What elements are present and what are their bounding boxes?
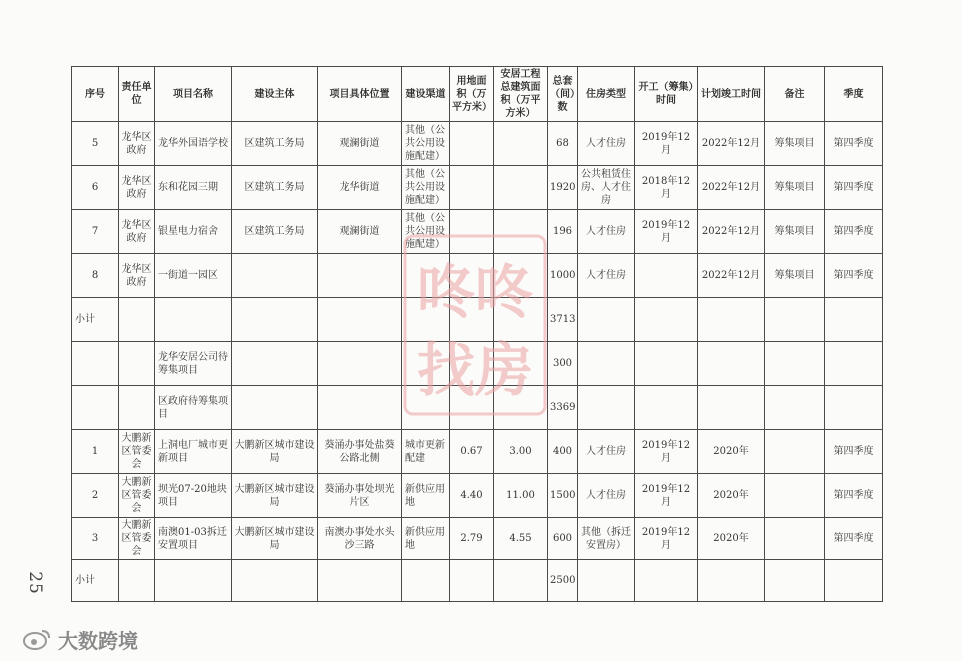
table-cell: 7	[72, 210, 119, 254]
table-cell: 人才住房	[578, 474, 635, 518]
table-cell: 196	[548, 210, 578, 254]
table-cell: 龙华安居公司待筹集项目	[155, 342, 232, 386]
table-cell	[450, 210, 494, 254]
table-header-row	[72, 67, 883, 122]
column-header: 安居工程总建筑面积（万平方米）	[494, 67, 548, 122]
table-cell	[635, 298, 698, 342]
table-cell	[318, 254, 402, 298]
table-cell: 2022年12月	[698, 254, 765, 298]
table-cell: 第四季度	[825, 518, 883, 560]
table-cell: 1500	[548, 474, 578, 518]
table-cell: 城市更新配建	[402, 430, 450, 474]
table-cell	[494, 122, 548, 166]
table-row	[72, 122, 883, 166]
table-cell: 坝光07-20地块项目	[155, 474, 232, 518]
table-cell: 筹集项目	[765, 210, 825, 254]
table-row	[72, 518, 883, 560]
table-cell	[765, 342, 825, 386]
table-row	[72, 210, 883, 254]
table-cell: 大鹏新区管委会	[119, 474, 155, 518]
table-cell: 第四季度	[825, 430, 883, 474]
table-cell: 筹集项目	[765, 166, 825, 210]
table-cell: 其他（公共公用设施配建）	[402, 122, 450, 166]
table-cell: 葵涌办事处坝光片区	[318, 474, 402, 518]
table-cell: 2019年12月	[635, 122, 698, 166]
table-cell: 2020年	[698, 474, 765, 518]
watermark-line2: 找房	[416, 336, 534, 404]
table-cell	[450, 342, 494, 386]
table-cell	[402, 254, 450, 298]
table-cell: 2.79	[450, 518, 494, 560]
table-cell: 东和花园三期	[155, 166, 232, 210]
table-cell: 龙华外国语学校	[155, 122, 232, 166]
table-cell	[494, 560, 548, 602]
table-cell: 人才住房	[578, 430, 635, 474]
table-cell	[698, 560, 765, 602]
column-header: 责任单位	[119, 67, 155, 122]
table-cell: 观澜街道	[318, 210, 402, 254]
table-row	[72, 166, 883, 210]
table-cell	[232, 560, 318, 602]
table-cell	[698, 386, 765, 430]
table-cell	[765, 560, 825, 602]
table-cell: 1920	[548, 166, 578, 210]
table-cell: 上洞电厂城市更新项目	[155, 430, 232, 474]
table-cell	[450, 166, 494, 210]
table-cell: 3.00	[494, 430, 548, 474]
table-cell	[635, 386, 698, 430]
table-cell	[494, 342, 548, 386]
table-cell: 新供应用地	[402, 474, 450, 518]
table-cell: 银星电力宿舍	[155, 210, 232, 254]
table-cell	[765, 430, 825, 474]
table-cell: 2022年12月	[698, 122, 765, 166]
table-cell: 2019年12月	[635, 430, 698, 474]
table-cell: 2500	[548, 560, 578, 602]
table-row	[72, 560, 883, 602]
table-cell	[402, 560, 450, 602]
table-cell: 3	[72, 518, 119, 560]
table-cell	[318, 298, 402, 342]
table-row	[72, 342, 883, 386]
table-cell	[318, 560, 402, 602]
table-cell	[825, 298, 883, 342]
table-cell: 筹集项目	[765, 122, 825, 166]
table-cell: 600	[548, 518, 578, 560]
table-cell: 2	[72, 474, 119, 518]
table-cell: 区建筑工务局	[232, 122, 318, 166]
table-cell: 公共租赁住房、人才住房	[578, 166, 635, 210]
table-cell	[72, 342, 119, 386]
table-cell	[450, 298, 494, 342]
housing-project-table-container	[71, 66, 882, 602]
table-cell: 2018年12月	[635, 166, 698, 210]
table-cell	[635, 560, 698, 602]
table-cell: 人才住房	[578, 122, 635, 166]
table-cell: 2022年12月	[698, 210, 765, 254]
housing-project-table	[71, 66, 883, 602]
table-cell	[765, 298, 825, 342]
weibo-logo-icon	[22, 627, 52, 651]
table-cell: 2019年12月	[635, 518, 698, 560]
table-cell: 400	[548, 430, 578, 474]
table-cell: 葵涌办事处盐葵公路北侧	[318, 430, 402, 474]
table-cell	[119, 342, 155, 386]
column-header: 计划竣工时间	[698, 67, 765, 122]
column-header: 用地面积（万平方米）	[450, 67, 494, 122]
table-cell: 南澳01-03拆迁安置项目	[155, 518, 232, 560]
table-cell	[450, 560, 494, 602]
table-cell: 2022年12月	[698, 166, 765, 210]
column-header: 备注	[765, 67, 825, 122]
table-cell: 第四季度	[825, 122, 883, 166]
table-cell: 龙华区政府	[119, 122, 155, 166]
table-cell: 筹集项目	[765, 254, 825, 298]
table-cell	[155, 298, 232, 342]
table-cell: 大鹏新区城市建设局	[232, 474, 318, 518]
page-number: 25	[25, 571, 45, 595]
footer-brand	[22, 624, 138, 654]
table-cell	[232, 298, 318, 342]
table-cell	[765, 474, 825, 518]
table-cell: 观澜街道	[318, 122, 402, 166]
column-header: 季度	[825, 67, 883, 122]
table-cell	[318, 342, 402, 386]
table-cell	[450, 386, 494, 430]
column-header: 开工（筹集）时间	[635, 67, 698, 122]
table-row	[72, 298, 883, 342]
table-cell	[155, 560, 232, 602]
table-cell: 其他（公共公用设施配建）	[402, 210, 450, 254]
table-cell	[578, 386, 635, 430]
table-cell: 其他（公共公用设施配建）	[402, 166, 450, 210]
table-cell: 人才住房	[578, 210, 635, 254]
table-cell: 2020年	[698, 518, 765, 560]
table-cell	[402, 342, 450, 386]
table-cell: 5	[72, 122, 119, 166]
table-cell: 3713	[548, 298, 578, 342]
table-cell: 第四季度	[825, 254, 883, 298]
table-cell	[825, 560, 883, 602]
table-cell	[765, 518, 825, 560]
table-cell: 龙华街道	[318, 166, 402, 210]
table-cell: 8	[72, 254, 119, 298]
table-cell	[119, 298, 155, 342]
table-cell: 2020年	[698, 430, 765, 474]
table-cell	[450, 122, 494, 166]
table-cell	[494, 166, 548, 210]
table-cell	[450, 254, 494, 298]
column-header: 住房类型	[578, 67, 635, 122]
table-row	[72, 430, 883, 474]
table-row	[72, 254, 883, 298]
table-cell	[635, 342, 698, 386]
table-cell: 区政府待筹集项目	[155, 386, 232, 430]
table-cell: 龙华区政府	[119, 210, 155, 254]
table-cell: 4.55	[494, 518, 548, 560]
table-cell: 大鹏新区城市建设局	[232, 518, 318, 560]
table-cell	[494, 254, 548, 298]
table-row	[72, 474, 883, 518]
table-row	[72, 386, 883, 430]
table-cell: 6	[72, 166, 119, 210]
table-cell	[825, 386, 883, 430]
table-cell: 大鹏新区管委会	[119, 518, 155, 560]
table-cell: 1000	[548, 254, 578, 298]
table-cell	[232, 254, 318, 298]
table-cell	[698, 342, 765, 386]
table-cell: 大鹏新区管委会	[119, 430, 155, 474]
table-cell	[119, 386, 155, 430]
table-cell	[232, 386, 318, 430]
column-header: 总套（间）数	[548, 67, 578, 122]
table-cell	[402, 298, 450, 342]
table-cell: 300	[548, 342, 578, 386]
table-cell: 龙华区政府	[119, 254, 155, 298]
table-cell: 大鹏新区城市建设局	[232, 430, 318, 474]
table-cell	[698, 298, 765, 342]
table-cell: 2019年12月	[635, 474, 698, 518]
table-cell: 小计	[72, 298, 119, 342]
table-cell: 2019年12月	[635, 210, 698, 254]
column-header: 建设主体	[232, 67, 318, 122]
table-cell	[494, 298, 548, 342]
table-cell: 人才住房	[578, 254, 635, 298]
table-cell	[232, 342, 318, 386]
table-cell	[825, 342, 883, 386]
table-cell: 4.40	[450, 474, 494, 518]
table-cell	[494, 210, 548, 254]
table-cell: 11.00	[494, 474, 548, 518]
table-cell: 3369	[548, 386, 578, 430]
table-cell: 新供应用地	[402, 518, 450, 560]
table-cell: 1	[72, 430, 119, 474]
column-header: 建设渠道	[402, 67, 450, 122]
footer-brand-text: 大数跨境	[58, 628, 138, 653]
table-cell: 第四季度	[825, 210, 883, 254]
table-cell	[119, 560, 155, 602]
column-header: 序号	[72, 67, 119, 122]
table-cell: 区建筑工务局	[232, 210, 318, 254]
table-cell	[578, 342, 635, 386]
table-cell: 龙华区政府	[119, 166, 155, 210]
table-cell: 0.67	[450, 430, 494, 474]
table-cell	[402, 386, 450, 430]
table-cell: 第四季度	[825, 474, 883, 518]
table-cell: 第四季度	[825, 166, 883, 210]
table-cell	[72, 386, 119, 430]
table-cell	[765, 386, 825, 430]
column-header: 项目名称	[155, 67, 232, 122]
table-cell: 68	[548, 122, 578, 166]
table-cell	[318, 386, 402, 430]
table-cell	[578, 560, 635, 602]
table-cell: 其他（拆迁安置房）	[578, 518, 635, 560]
table-cell	[635, 254, 698, 298]
table-cell: 一街道一园区	[155, 254, 232, 298]
table-cell: 小计	[72, 560, 119, 602]
table-cell	[578, 298, 635, 342]
table-cell: 南澳办事处水头沙三路	[318, 518, 402, 560]
table-cell: 区建筑工务局	[232, 166, 318, 210]
watermark-line1: 咚咚	[416, 258, 534, 326]
table-cell	[494, 386, 548, 430]
column-header: 项目具体位置	[318, 67, 402, 122]
